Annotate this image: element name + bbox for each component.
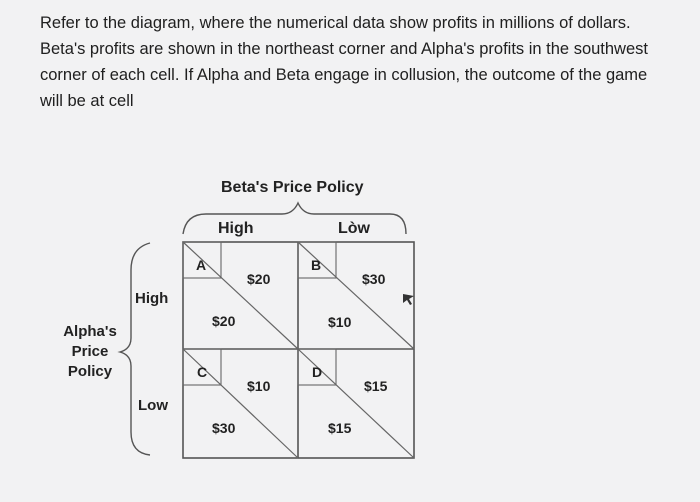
alpha-title-line-1: Alpha's — [63, 323, 117, 340]
cell-c-beta-profit: $10 — [247, 378, 271, 394]
question-line-1: Refer to the diagram, where the numerical data show profits in millions of dollars. — [40, 14, 631, 32]
cell-c-letter: C — [197, 364, 208, 380]
alpha-low-label: Low — [138, 397, 168, 414]
cell-c-alpha-profit: $30 — [212, 420, 236, 436]
beta-high-label: High — [218, 220, 254, 237]
cell-d-beta-profit: $15 — [364, 378, 388, 394]
cursor-icon — [403, 294, 414, 305]
alpha-high-label: High — [135, 290, 169, 307]
cell-d-letter: D — [312, 364, 323, 380]
question-line-4: will be at cell — [40, 92, 134, 110]
question-line-2: Beta's profits are shown in the northeast corner and Alpha's profits in the southwest — [40, 40, 648, 58]
cell-b-beta-profit: $30 — [362, 271, 386, 287]
question-line-3: corner of each cell. If Alpha and Beta engage in collusion, the outcome of the game — [40, 66, 648, 84]
cell-d-alpha-profit: $15 — [328, 420, 352, 436]
cell-b-alpha-profit: $10 — [328, 314, 352, 330]
alpha-title-line-2: Price — [71, 343, 109, 360]
cell-a-alpha-profit: $20 — [212, 313, 236, 329]
beta-low-label: Lòw — [338, 220, 370, 237]
beta-title: Beta's Price Policy — [221, 179, 364, 196]
cell-a-beta-profit: $20 — [247, 271, 271, 287]
beta-brace — [183, 203, 406, 234]
cell-a-letter: A — [196, 257, 207, 273]
alpha-title-line-3: Policy — [67, 363, 113, 380]
alpha-title — [50, 322, 130, 382]
cell-b-letter: B — [311, 257, 322, 273]
